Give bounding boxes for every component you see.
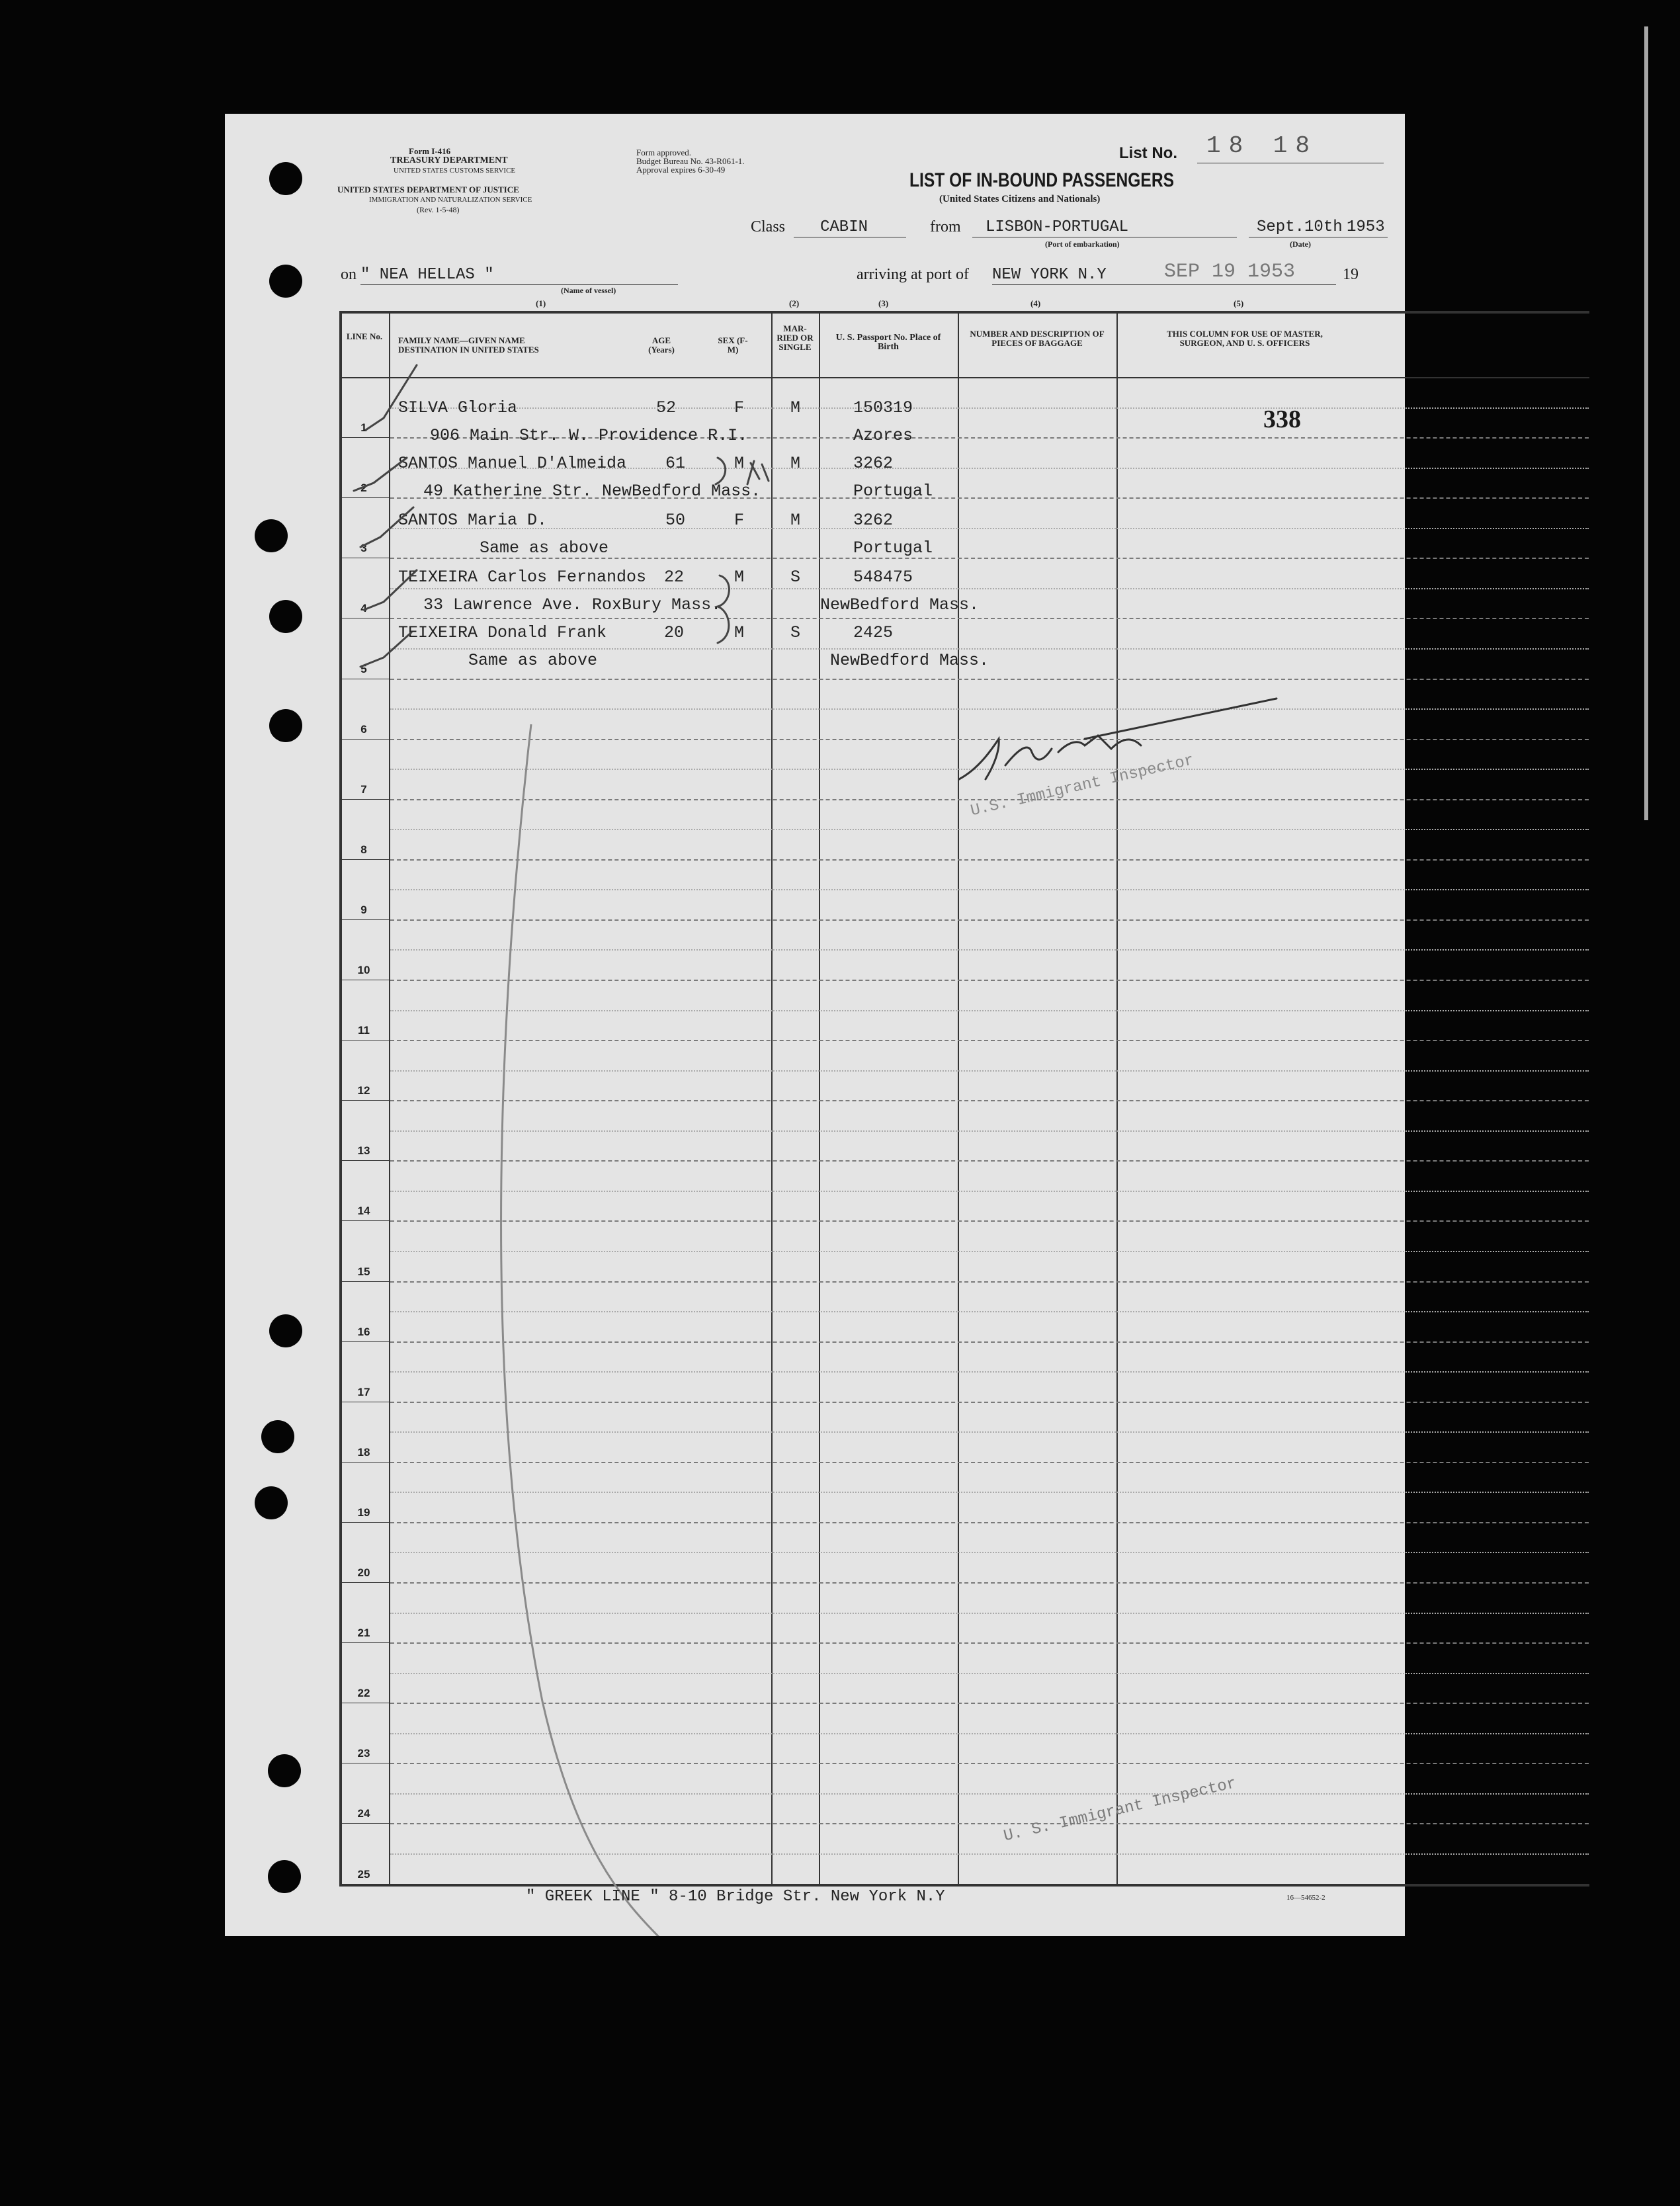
- check-mark: [366, 365, 417, 430]
- col-num-5: (5): [1234, 298, 1244, 308]
- line-number: 14: [357, 1205, 370, 1218]
- line-number: 8: [360, 843, 367, 856]
- entry-sex: M: [734, 454, 745, 473]
- line-number: 4: [360, 602, 367, 615]
- header-passport: U. S. Passport No. Place of Birth: [835, 333, 941, 352]
- entry-sex: M: [734, 623, 745, 642]
- bracket-mark: [718, 575, 729, 643]
- line-number: 3: [360, 542, 367, 555]
- pencil-annotations: [225, 114, 1405, 1936]
- header-baggage: NUMBER AND DESCRIPTION OF PIECES OF BAGGAGE: [970, 329, 1105, 348]
- entry-name: TEIXEIRA Donald Frank: [398, 623, 607, 642]
- entry-married: S: [790, 568, 801, 587]
- header-officers: THIS COLUMN FOR USE OF MASTER, SURGEON, AND U. S. OFFICERS: [1167, 329, 1323, 348]
- ins-label: IMMIGRATION AND NATURALIZATION SERVICE: [369, 196, 532, 204]
- vessel-caption: (Name of vessel): [561, 286, 616, 295]
- entry-birthplace: Portugal: [853, 482, 933, 501]
- entry-married: M: [790, 454, 801, 473]
- check-mark: [354, 458, 407, 491]
- footer-code: 16—54652-2: [1286, 1894, 1325, 1902]
- approval-line-3: Approval expires 6-30-49: [636, 165, 726, 175]
- col-num-4: (4): [1030, 298, 1041, 308]
- entry-sex: M: [734, 568, 745, 587]
- line-number: 7: [360, 783, 367, 796]
- arriving-label: arriving at port of: [857, 266, 969, 283]
- header-married: MAR-RIED OR SINGLE: [777, 323, 814, 352]
- entry-age: 61: [665, 454, 686, 473]
- line-number: 6: [360, 722, 367, 736]
- line-number: 22: [357, 1687, 370, 1700]
- line-number: 20: [357, 1566, 370, 1579]
- officer-note: 338: [1263, 405, 1301, 433]
- port-caption: (Port of embarkation): [1045, 239, 1120, 249]
- passenger-manifest-page: [225, 114, 1405, 1936]
- entry-destination: 49 Katherine Str. NewBedford Mass.: [423, 482, 761, 501]
- entry-birthplace: Azores: [853, 426, 913, 445]
- list-no-label: List No.: [1119, 144, 1177, 162]
- entry-birthplace: NewBedford Mass.: [820, 595, 980, 615]
- entry-passport: 150319: [853, 398, 913, 417]
- line-number: 17: [357, 1385, 370, 1398]
- class-label: Class: [751, 218, 786, 235]
- on-label: on: [341, 266, 357, 283]
- scan-edge: [1644, 26, 1648, 820]
- arriving-value: NEW YORK N.Y: [992, 266, 1107, 284]
- entry-destination: Same as above: [468, 651, 598, 670]
- entry-passport: 3262: [853, 511, 894, 530]
- line-number: 12: [357, 1084, 370, 1097]
- from-label: from: [930, 218, 961, 235]
- form-subtitle: (United States Citizens and Nationals): [939, 194, 1101, 204]
- entry-passport: 548475: [853, 568, 913, 587]
- class-value: CABIN: [820, 218, 868, 236]
- entry-name: SILVA Gloria: [398, 398, 518, 417]
- entry-name: SANTOS Manuel D'Almeida: [398, 454, 627, 473]
- check-mark: [364, 570, 417, 610]
- entry-age: 50: [665, 511, 686, 530]
- line-number: 13: [357, 1144, 370, 1158]
- line-number: 9: [360, 903, 367, 916]
- line-number: 16: [357, 1325, 370, 1338]
- pencil-initials: [747, 461, 769, 484]
- line-number: 10: [357, 964, 370, 976]
- line-number: 25: [357, 1867, 370, 1881]
- check-mark: [360, 632, 411, 667]
- line-number: 15: [357, 1265, 370, 1278]
- header-line-no: LINE No.: [346, 331, 383, 341]
- entry-age: 22: [664, 568, 685, 587]
- customs-service: UNITED STATES CUSTOMS SERVICE: [394, 167, 516, 175]
- line-number: 21: [357, 1627, 370, 1640]
- form-title: LIST OF IN-BOUND PASSENGERS: [909, 169, 1175, 191]
- from-value: LISBON-PORTUGAL: [986, 218, 1129, 236]
- bracket-mark: [716, 458, 726, 484]
- line-number: 19: [357, 1506, 370, 1519]
- approval-line-1: Form approved.: [636, 148, 692, 157]
- revision: (Rev. 1-5-48): [417, 205, 460, 214]
- header-sex: SEX (F-M): [718, 335, 748, 355]
- entry-destination: Same as above: [480, 538, 609, 558]
- header-age: AGE (Years): [648, 335, 675, 355]
- entry-passport: 3262: [853, 454, 894, 473]
- date-year: 1953: [1347, 218, 1385, 236]
- entry-destination: 33 Lawrence Ave. RoxBury Mass.: [423, 595, 722, 615]
- line-number: 18: [357, 1445, 370, 1459]
- inspector-stamp: U. S. Immigrant Inspector: [1002, 1775, 1238, 1846]
- entry-sex: F: [734, 511, 745, 530]
- approval-line-2: Budget Bureau No. 43-R061-1.: [636, 156, 745, 166]
- arrival-date-stamp: SEP 19 1953: [1164, 261, 1296, 283]
- col-num-3: (3): [878, 298, 889, 308]
- col-num-2: (2): [789, 298, 800, 308]
- entry-birthplace: Portugal: [853, 538, 933, 558]
- entry-birthplace: NewBedford Mass.: [830, 651, 989, 670]
- vessel-value: " NEA HELLAS ": [360, 266, 494, 284]
- inspector-stamp: U.S. Immigrant Inspector: [969, 751, 1196, 821]
- entry-destination: 906 Main Str. W. Providence R.I.: [430, 426, 748, 445]
- pencil-stroke: [501, 724, 661, 1936]
- entry-name: TEIXEIRA Carlos Fernandos: [398, 568, 647, 587]
- entry-married: M: [790, 511, 801, 530]
- footer-line: " GREEK LINE " 8-10 Bridge Str. New York N.Y: [526, 1888, 945, 1906]
- entry-sex: F: [734, 398, 745, 417]
- entry-name: SANTOS Maria D.: [398, 511, 548, 530]
- check-mark: [360, 507, 413, 547]
- line-number: 11: [358, 1024, 370, 1037]
- line-number: 1: [360, 421, 367, 435]
- date-value: Sept.10th: [1257, 218, 1343, 236]
- arrival-year-suffix: 19: [1343, 266, 1359, 283]
- line-number: 24: [357, 1807, 370, 1820]
- entry-age: 52: [656, 398, 677, 417]
- entry-married: M: [790, 398, 801, 417]
- col-num-1: (1): [536, 298, 546, 308]
- inspector-signature: [959, 699, 1277, 779]
- entry-passport: 2425: [853, 623, 894, 642]
- form-number: Form I-416: [409, 146, 451, 156]
- list-no-value: 18 18: [1206, 132, 1318, 159]
- entry-married: S: [790, 623, 801, 642]
- line-number: 23: [357, 1747, 370, 1760]
- header-name: FAMILY NAME—GIVEN NAME DESTINATION IN UNITED STATES: [398, 335, 539, 355]
- treasury-dept: TREASURY DEPARTMENT: [390, 155, 508, 165]
- line-number: 5: [360, 662, 367, 675]
- dept-justice: UNITED STATES DEPARTMENT OF JUSTICE: [337, 185, 519, 194]
- date-caption: (Date): [1290, 239, 1311, 249]
- line-number: 2: [360, 482, 367, 495]
- entry-age: 20: [664, 623, 685, 642]
